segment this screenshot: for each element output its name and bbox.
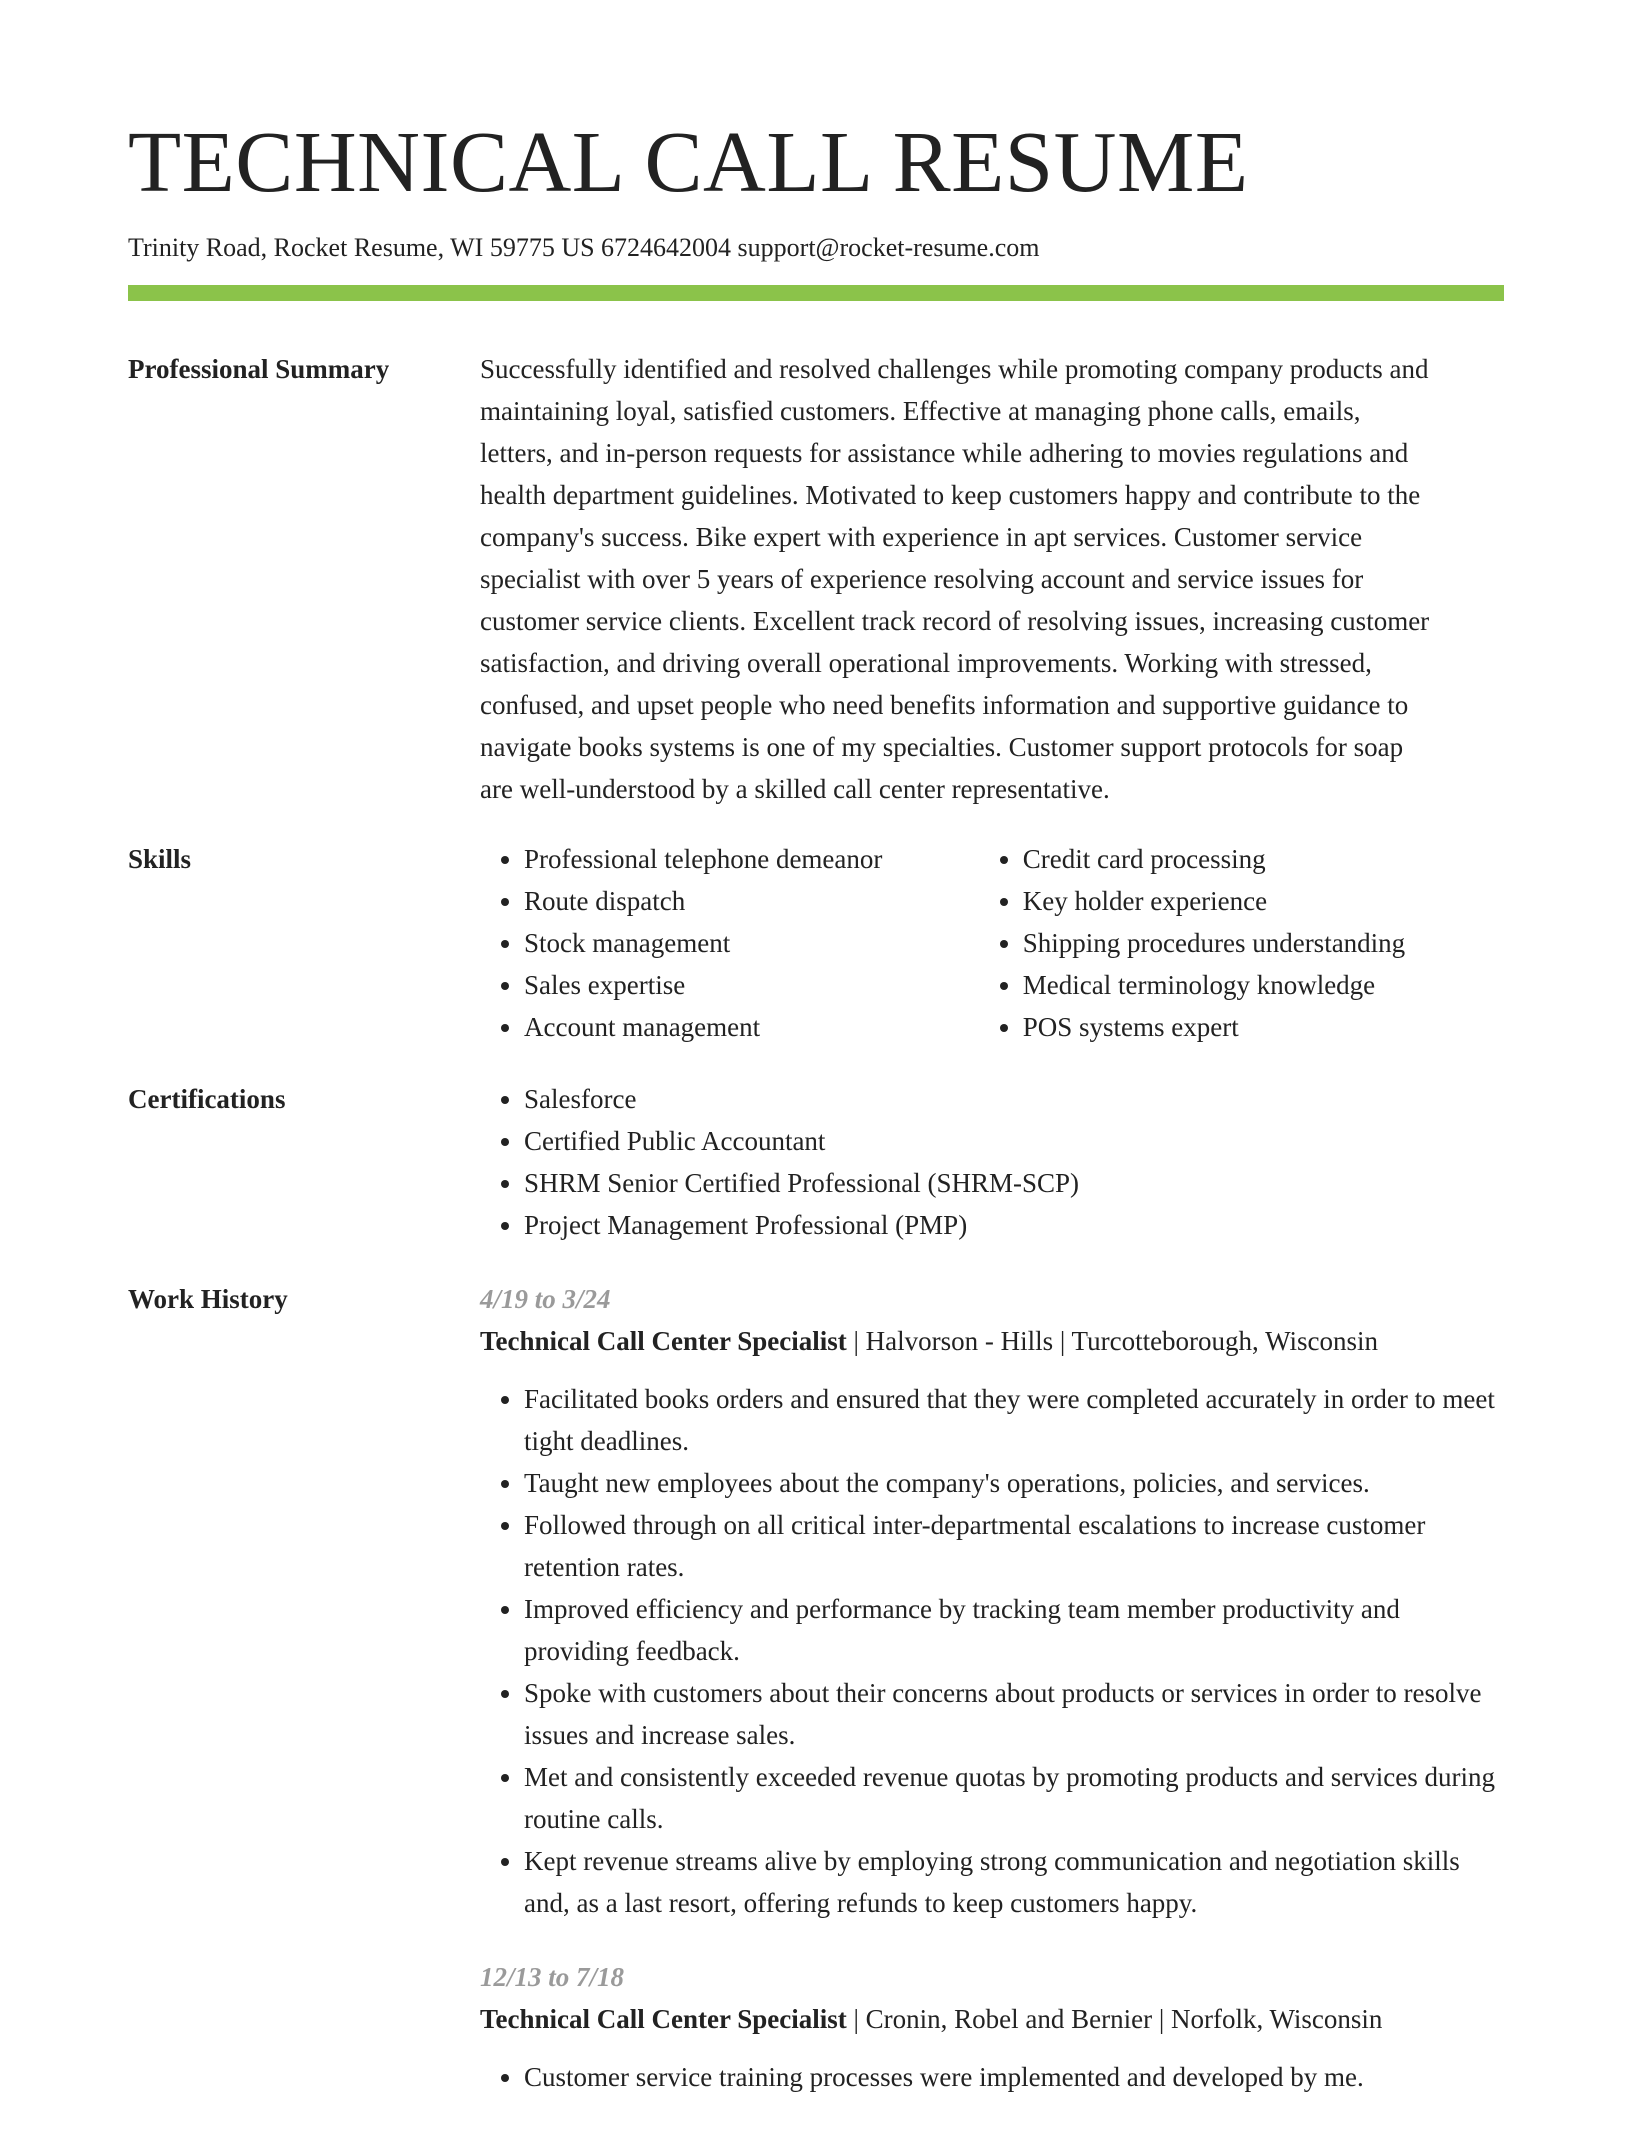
- job-heading: [480, 1998, 1504, 2040]
- certification-item: • Project Management Professional (PMP): [524, 1204, 1504, 1246]
- job-bullet: • Customer service training processes were implemented and developed by me.: [524, 2056, 1504, 2098]
- job-dates: 4/19 to 3/24: [480, 1284, 611, 1314]
- summary-line: company's success. Bike expert with experience in apt services. Customer service: [480, 522, 1363, 552]
- summary-line: Successfully identified and resolved challenges while promoting company products and: [480, 354, 1429, 384]
- skills-column-right: [979, 838, 1504, 1048]
- summary-line: confused, and upset people who need benefits information and supportive guidance to: [480, 690, 1409, 720]
- summary-line: are well-understood by a skilled call center representative.: [480, 774, 1110, 804]
- certification-item: • Certified Public Accountant: [524, 1120, 1504, 1162]
- certifications-label: Certifications: [128, 1084, 286, 1114]
- job-title: Technical Call Center Specialist: [480, 1326, 847, 1356]
- job-heading: [480, 1320, 1504, 1362]
- resume-title: TECHNICAL CALL RESUME: [128, 113, 1249, 210]
- summary-line: satisfaction, and driving overall operational improvements. Working with stressed,: [480, 648, 1372, 678]
- job-bullets: [480, 2056, 1504, 2098]
- skill-item: • Credit card processing: [1023, 838, 1504, 880]
- skill-item: • Account management: [524, 1006, 967, 1048]
- work-history-label: Work History: [128, 1284, 288, 1314]
- job-bullets: [480, 1378, 1504, 1924]
- job-entry: [480, 1956, 1504, 2098]
- job-bullet: • Spoke with customers about their concerns about products or services in order to resolve issues and increase sales.: [524, 1672, 1504, 1756]
- certification-item: • SHRM Senior Certified Professional (SHRM-SCP): [524, 1162, 1504, 1204]
- certifications-body: [480, 1078, 1504, 1246]
- summary-label: Professional Summary: [128, 354, 390, 384]
- work-history-body: [480, 1278, 1504, 2130]
- skill-item: • Route dispatch: [524, 880, 967, 922]
- skill-item: • Stock management: [524, 922, 967, 964]
- job-dates: 12/13 to 7/18: [480, 1962, 625, 1992]
- certification-item: • Salesforce: [524, 1078, 1504, 1120]
- job-bullet: • Improved efficiency and performance by tracking team member productivity and providing feedback.: [524, 1588, 1504, 1672]
- skill-item: • Sales expertise: [524, 964, 967, 1006]
- certifications-list: [480, 1078, 1504, 1246]
- summary-line: health department guidelines. Motivated to keep customers happy and contribute to the: [480, 480, 1421, 510]
- job-bullet: • Kept revenue streams alive by employing strong communication and negotiation skills and, as a last resort, offering refunds to keep customers happy.: [524, 1840, 1504, 1924]
- skills-list: [480, 838, 1504, 1048]
- contact-line: Trinity Road, Rocket Resume, WI 59775 US 6724642004 support@rocket-resume.com: [128, 233, 1040, 262]
- summary-line: maintaining loyal, satisfied customers. Effective at managing phone calls, emails,: [480, 396, 1361, 426]
- summary-line: specialist with over 5 years of experience resolving account and service issues for: [480, 564, 1364, 594]
- job-entry: [480, 1278, 1504, 1924]
- header-divider: [128, 285, 1504, 301]
- skills-column-left: [480, 838, 967, 1048]
- skill-item: • Shipping procedures understanding: [1023, 922, 1504, 964]
- skill-item: • Professional telephone demeanor: [524, 838, 967, 880]
- summary-line: customer service clients. Excellent track record of resolving issues, increasing customer: [480, 606, 1430, 636]
- job-bullet: • Followed through on all critical inter-departmental escalations to increase customer retention rates.: [524, 1504, 1504, 1588]
- job-details: | Halvorson - Hills | Turcotteborough, Wisconsin: [846, 1326, 1378, 1356]
- summary-line: navigate books systems is one of my specialties. Customer support protocols for soap: [480, 732, 1404, 762]
- job-title: Technical Call Center Specialist: [480, 2004, 847, 2034]
- summary-text: [480, 348, 1504, 810]
- job-bullet: • Met and consistently exceeded revenue quotas by promoting products and services during routine calls.: [524, 1756, 1504, 1840]
- skills-label: Skills: [128, 844, 192, 874]
- job-details: | Cronin, Robel and Bernier | Norfolk, Wisconsin: [846, 2004, 1383, 2034]
- skill-item: • Key holder experience: [1023, 880, 1504, 922]
- job-bullet: • Taught new employees about the company's operations, policies, and services.: [524, 1462, 1504, 1504]
- skill-item: • Medical terminology knowledge: [1023, 964, 1504, 1006]
- job-bullet: • Facilitated books orders and ensured that they were completed accurately in order to meet tight deadlines.: [524, 1378, 1504, 1462]
- summary-line: letters, and in-person requests for assistance while adhering to movies regulations and: [480, 438, 1409, 468]
- skill-item: • POS systems expert: [1023, 1006, 1504, 1048]
